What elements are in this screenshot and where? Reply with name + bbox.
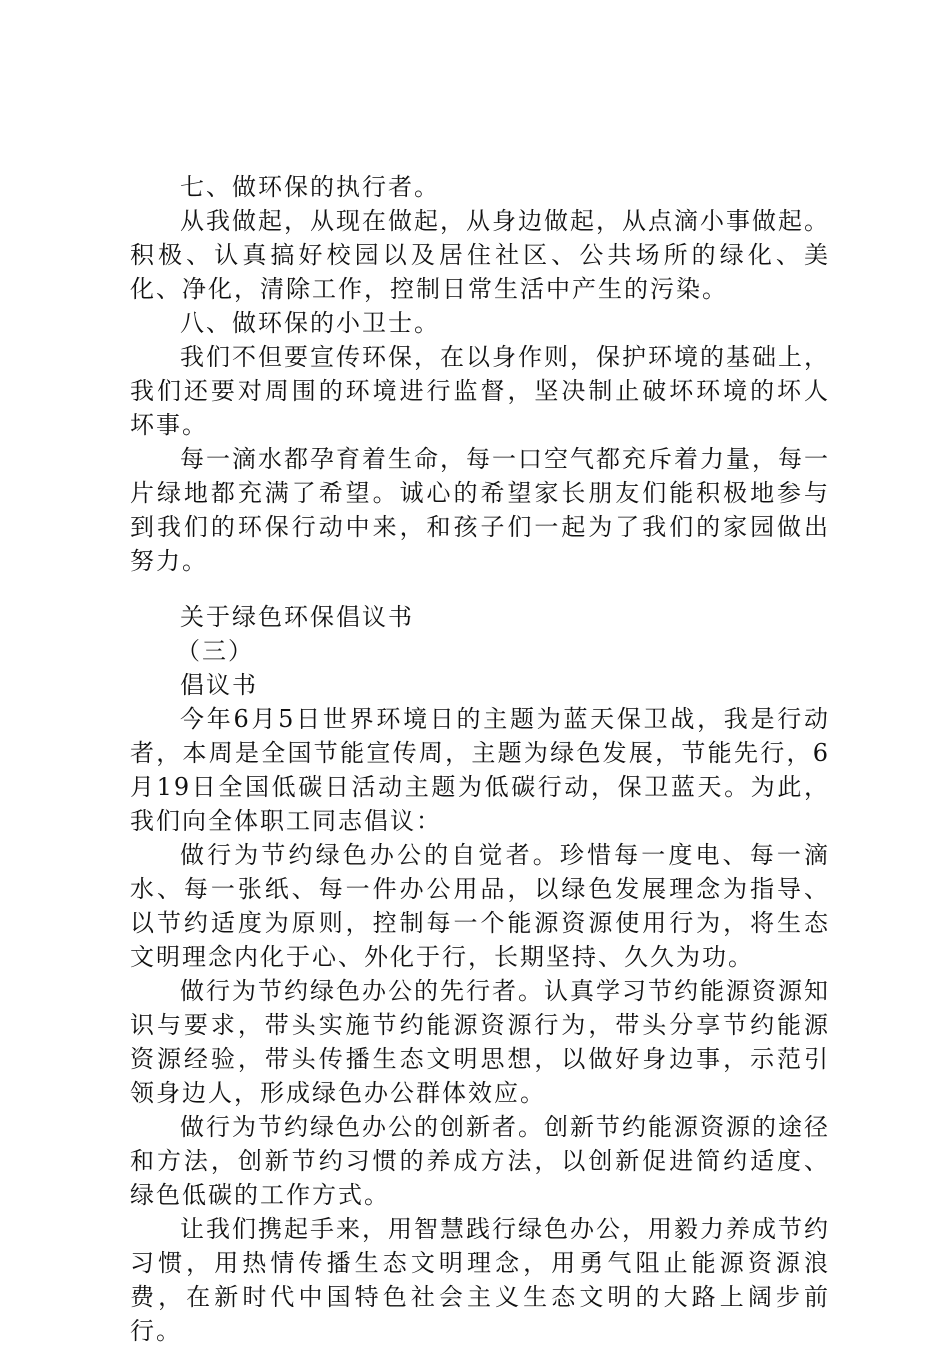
part-3-number: （三） [176,637,254,665]
document-page [130,170,830,1348]
section-8-heading: 八、做环保的小卫士。 [180,309,440,337]
section-7-body: 从我做起，从现在做起，从身边做起，从点滴小事做起。积极、认真搞好校园以及居住社区、公共场所的绿化、美化、净化，清除工作，控制日常生活中产生的污染。 [130,207,830,303]
proposal-paragraph: 让我们携起手来，用智慧践行绿色办公，用毅力养成节约习惯，用热情传播生态文明理念，用勇气阻止能源资源浪费，在新时代中国特色社会主义生态文明的大路上阔步前行。 [130,1215,830,1345]
closing-paragraph: 每一滴水都孕育着生命，每一口空气都充斥着力量，每一片绿地都充满了希望。诚心的希望家长朋友们能积极地参与到我们的环保行动中来，和孩子们一起为了我们的家园做出努力。 [130,445,830,575]
proposal-paragraph: 做行为节约绿色办公的创新者。创新节约能源资源的途径和方法，创新节约习惯的养成方法，以创新促进简约适度、绿色低碳的工作方式。 [130,1113,830,1209]
part-3-title: 关于绿色环保倡议书 [180,603,414,631]
proposal-paragraph: 今年6月5日世界环境日的主题为蓝天保卫战，我是行动者，本周是全国节能宣传周，主题为绿色发展，节能先行，6月19日全国低碳日活动主题为低碳行动，保卫蓝天。为此，我们向全体职工同志倡议： [130,705,830,835]
part-3-subtitle: 倡议书 [180,671,258,699]
section-spacer [130,578,830,600]
proposal-paragraph: 做行为节约绿色办公的先行者。认真学习节约能源资源知识与要求，带头实施节约能源资源行为，带头分享节约能源资源经验，带头传播生态文明思想，以做好身边事，示范引领身边人，形成绿色办公群体效应。 [130,977,830,1107]
section-7-heading: 七、做环保的执行者。 [180,173,440,201]
section-8-body: 我们不但要宣传环保，在以身作则，保护环境的基础上，我们还要对周围的环境进行监督，坚决制止破坏环境的坏人坏事。 [130,343,830,439]
proposal-paragraph: 做行为节约绿色办公的自觉者。珍惜每一度电、每一滴水、每一张纸、每一件办公用品，以绿色发展理念为指导、以节约适度为原则，控制每一个能源资源使用行为，将生态文明理念内化于心、外化于行，长期坚持、久久为功。 [130,841,830,971]
